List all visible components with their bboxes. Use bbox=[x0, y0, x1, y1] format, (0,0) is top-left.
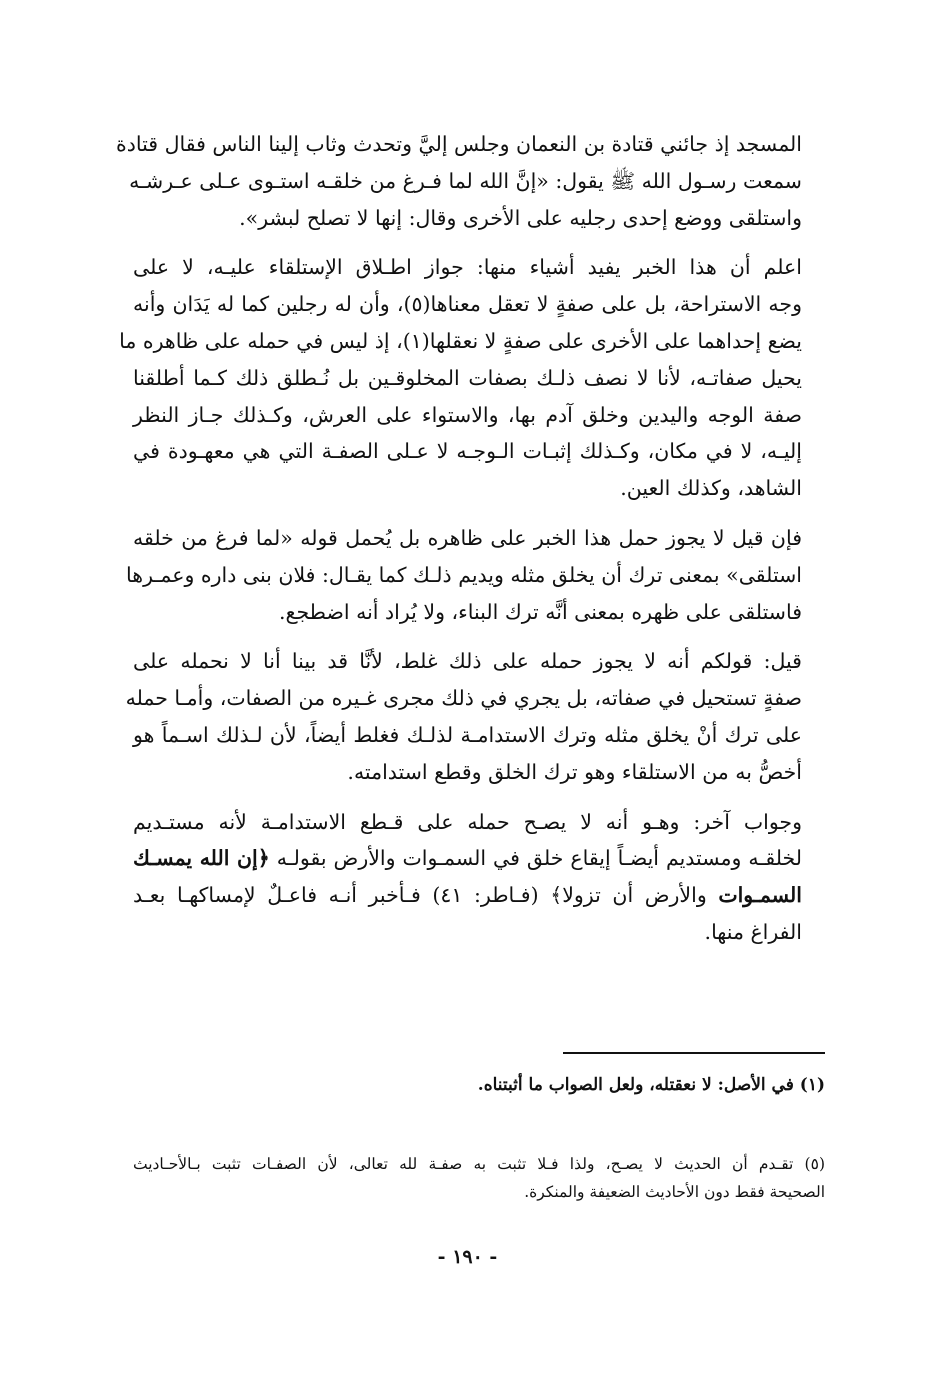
text-line: يضع إحداهما على الأخرى على صفةٍ لا نعقلها(١)، إذ ليس في حمله على ظاهره ما bbox=[119, 328, 802, 353]
text-line: إليـه، لا في مكان، وكـذلك إثبـات الـوجـه لا عـلى الصفـة التي هي معهـودة في bbox=[133, 439, 802, 464]
paragraph-5 bbox=[133, 804, 802, 951]
footnote-line: الصحيحة فقط دون الأحاديث الضعيفة والمنكرة. bbox=[524, 1183, 825, 1201]
paragraph-3 bbox=[126, 520, 802, 630]
text-segment: لخلقـه ومستديم أيضـاً إيقاع خلق في السمـوات والأرض بقولـه bbox=[276, 846, 802, 871]
text-line: على ترك أنْ يخلق مثله وترك الاستدامـة لذلـك فغلط أيضاً، لأن لـذلك اسـماً هو bbox=[133, 722, 802, 747]
text-line: اعلم أن هذا الخبر يفيد أشياء منها: جواز اطـلاق الإستلقاء عليـه، لا على bbox=[133, 255, 802, 280]
text-line: سمعت رسـول الله ﷺ يقول: «إنَّ الله لما فـرغ من خلقـه استـوى عـلى عـرشـه bbox=[129, 168, 802, 193]
text-line: أخصُّ به من الاستلقاء وهو ترك الخلق وقطع استدامته. bbox=[347, 759, 802, 784]
text-line: استلقى» بمعنى ترك أن يخلق مثله ويديم ذلـك كما يقـال: فلان بنى داره وعمـرها bbox=[126, 562, 802, 587]
footnote-5 bbox=[133, 1150, 825, 1206]
text-line: فإن قيل لا يجوز حمل هذا الخبر على ظاهره بل يُحمل قوله «لما فرغ من خلقه bbox=[133, 525, 802, 550]
text-line: وجواب آخر: وهـو أنه لا يصـح حمله على قـطع الاستدامـة لأنه مستـديم bbox=[133, 809, 802, 834]
text-line: الشاهد، وكذلك العين. bbox=[620, 476, 802, 501]
body-text bbox=[115, 126, 802, 951]
footnote-divider bbox=[563, 1052, 825, 1054]
text-segment: والأرض أن تزولا﴾ (فـاطر: ٤١) فـأخبر أنـه فاعـلٌ لإمساكهـا بعـد bbox=[133, 883, 707, 908]
text-line: الفراغ منها. bbox=[704, 919, 802, 944]
text-line: وجه الاستراحة، بل على صفةٍ لا تعقل معناها(٥)، وأن له رجلين كما له يَدَان وأنه bbox=[133, 292, 802, 317]
text-line: واستلقى ووضع إحدى رجليه على الأخرى وقال: إنها لا تصلح لبشر». bbox=[239, 205, 802, 230]
quran-verse: السمـوات bbox=[718, 883, 802, 908]
text-line: صفة الوجه واليدين وخلق آدم بها، والاستواء على العرش، وكـذلك جـاز النظر bbox=[133, 402, 802, 427]
quran-verse: ﴿إن الله يمسـك bbox=[133, 846, 270, 871]
paragraph-1 bbox=[115, 126, 802, 236]
text-line bbox=[133, 877, 802, 914]
paragraph-4 bbox=[125, 643, 802, 790]
paragraph-2 bbox=[119, 249, 802, 507]
text-line: صفةٍ تستحيل في صفاته، بل يجري في ذلك مجرى غـيره من الصفات، وأمـا حمله bbox=[125, 686, 802, 711]
text-line bbox=[133, 840, 802, 877]
text-line: قيل: قولكم أنه لا يجوز حمله على ذلك غلط، لأنَّا قد بينا أنا لا نحمله على bbox=[133, 649, 802, 674]
text-line: فاستلقى على ظهره بمعنى أنَّه ترك البناء، ولا يُراد أنه اضطجع. bbox=[279, 599, 802, 624]
footnote-1: (١) في الأصل: لا نعقتله، ولعل الصواب ما أثبتناه. bbox=[477, 1075, 825, 1095]
page-number: - ١٩٠ - bbox=[437, 1246, 498, 1268]
text-line: المسجد إذ جائني قتادة بن النعمان وجلس إليَّ وتحدث وثاب إلينا الناس فقال قتادة bbox=[115, 132, 802, 156]
text-line: يحيل صفاتـه، لأنا لا نصف ذلـك بصفات المخلوقـين بل نُـطلق ذلك كـما أطلقنا bbox=[133, 365, 802, 390]
footnote-line: (٥) تقـدم أن الحديث لا يصـح، ولذا فـلا تثبت به صفـة لله تعالى، لأن الصفـات تثبت بـالأحـاديث bbox=[133, 1155, 825, 1173]
